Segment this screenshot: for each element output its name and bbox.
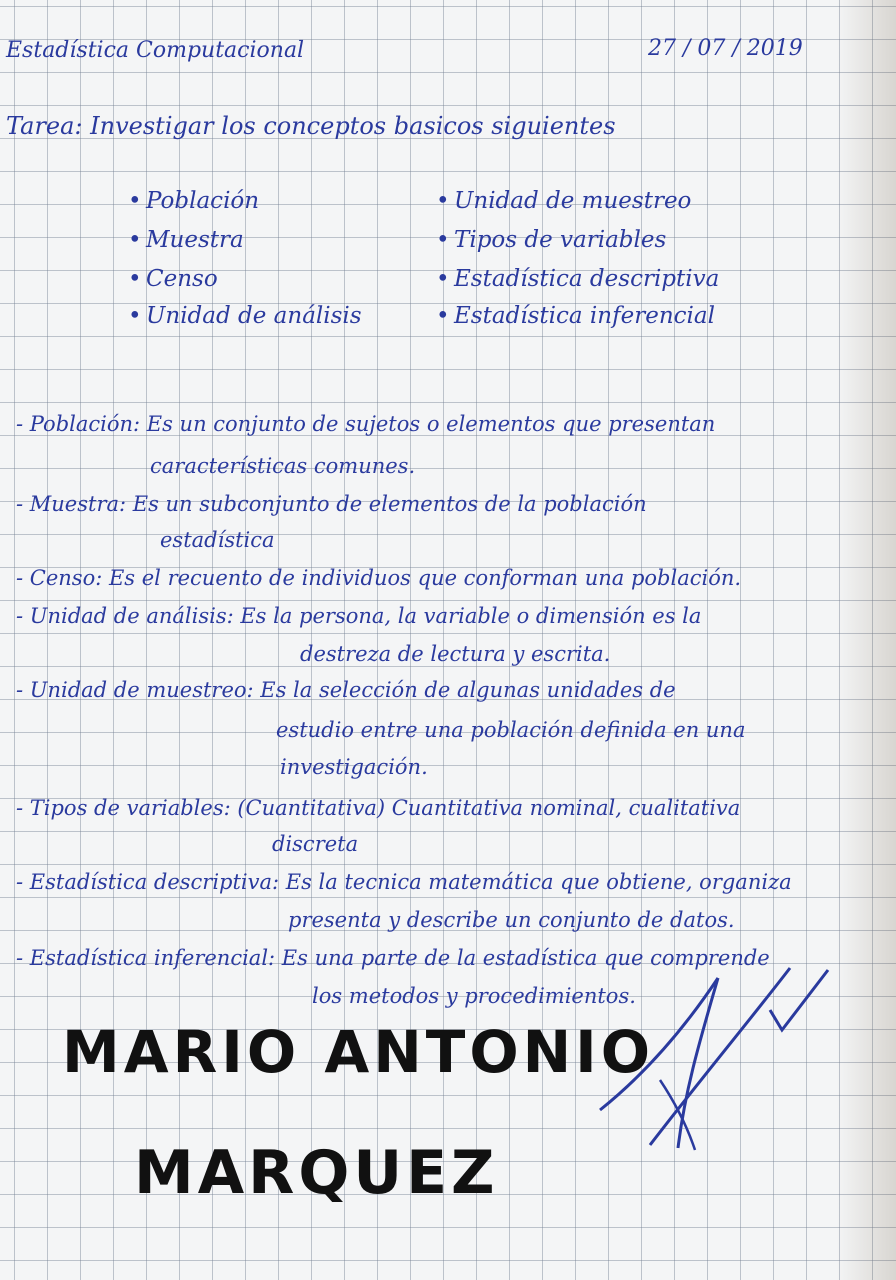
topic-item: • Muestra: [128, 227, 244, 253]
topic-item: • Estadística inferencial: [436, 303, 715, 329]
definition-inferencial-cont: los metodos y procedimientos.: [312, 984, 636, 1008]
date: 27 / 07 / 2019: [648, 36, 803, 61]
definition-inferencial: - Estadística inferencial: Es una parte de la estadística que comprende: [16, 946, 770, 970]
topic-item: • Estadística descriptiva: [436, 266, 720, 292]
assignment-title: Tarea: Investigar los conceptos basicos siguientes: [6, 112, 616, 140]
definition-unidad-muestreo: - Unidad de muestreo: Es la selección de algunas unidades de: [16, 678, 676, 702]
definition-poblacion-cont: características comunes.: [150, 454, 416, 478]
definition-descriptiva-cont: presenta y describe un conjunto de datos.: [288, 908, 735, 932]
definition-unidad-analisis: - Unidad de análisis: Es la persona, la variable o dimensión es la: [16, 604, 702, 628]
definition-muestra: - Muestra: Es un subconjunto de elementos de la población: [16, 492, 647, 516]
definition-unidad-muestreo-cont: estudio entre una población definida en una: [276, 718, 746, 742]
signature: [590, 960, 840, 1160]
topic-item: • Unidad de análisis: [128, 303, 362, 329]
student-name-line2: MARQUEZ: [134, 1138, 499, 1208]
definition-unidad-analisis-cont: destreza de lectura y escrita.: [300, 642, 611, 666]
definition-unidad-muestreo-cont2: investigación.: [280, 755, 428, 779]
topic-item: • Tipos de variables: [436, 227, 667, 253]
page-edge-shadow: [836, 0, 896, 1280]
topic-item: • Población: [128, 188, 260, 214]
course-title: Estadística Computacional: [6, 38, 305, 63]
definition-tipos-variables: - Tipos de variables: (Cuantitativa) Cuantitativa nominal, cualitativa: [16, 796, 741, 820]
definition-tipos-variables-cont: discreta: [272, 832, 359, 856]
definition-muestra-cont: estadística: [160, 528, 275, 552]
definition-descriptiva: - Estadística descriptiva: Es la tecnica matemática que obtiene, organiza: [16, 870, 792, 894]
student-name-line1: MARIO ANTONIO: [62, 1018, 655, 1086]
definition-poblacion: - Población: Es un conjunto de sujetos o elementos que presentan: [16, 412, 716, 436]
topic-item: • Censo: [128, 266, 218, 292]
definition-censo: - Censo: Es el recuento de individuos que conforman una población.: [16, 566, 742, 590]
topic-item: • Unidad de muestreo: [436, 188, 692, 214]
